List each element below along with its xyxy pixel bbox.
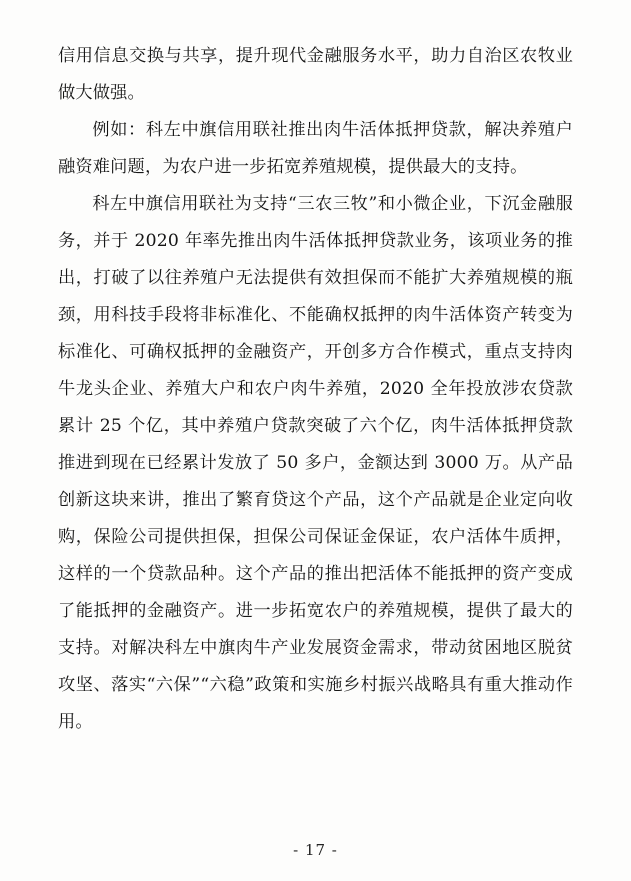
page-number: - 17 - <box>293 841 338 859</box>
paragraph-2: 例如：科左中旗信用联社推出肉牛活体抵押贷款，解决养殖户融资难问题，为农户进一步拓宽养殖规模，提供最大的支持。 <box>58 120 573 177</box>
paragraph-1: 信用信息交换与共享，提升现代金融服务水平，助力自治区农牧业做大做强。 <box>58 46 573 103</box>
document-body <box>58 38 573 741</box>
paragraph-3: 科左中旗信用联社为支持“三农三牧”和小微企业，下沉金融服务，并于 2020 年率先推出肉牛活体抵押贷款业务，该项业务的推出，打破了以往养殖户无法提供有效担保而不能扩大养殖规模的瓶颈，用科技手段将非标准化、不能确权抵押的肉牛活体资产转变为标准化、可确权抵押的金融资产，开创多方合作模式，重点支持肉牛龙头企业、养殖大户和农户肉牛养殖，2020 全年投放涉农贷款累计 25 个亿，其中养殖户贷款突破了六个亿，肉牛活体抵押贷款推进到现在已经累计发放了 50 多户，金额达到 3000 万。从产品创新这块来讲，推出了繁育贷这个产品，这个产品就是企业定向收购，保险公司提供担保，担保公司保证金保证，农户活体牛质押，这样的一个贷款品种。这个产品的推出把活体不能抵押的资产变成了能抵押的金融资产。进一步拓宽农户的养殖规模，提供了最大的支持。对解决科左中旗肉牛产业发展资金需求，带动贫困地区脱贫攻坚、落实“六保”“六稳”政策和实施乡村振兴战略具有重大推动作用。 <box>58 194 573 732</box>
